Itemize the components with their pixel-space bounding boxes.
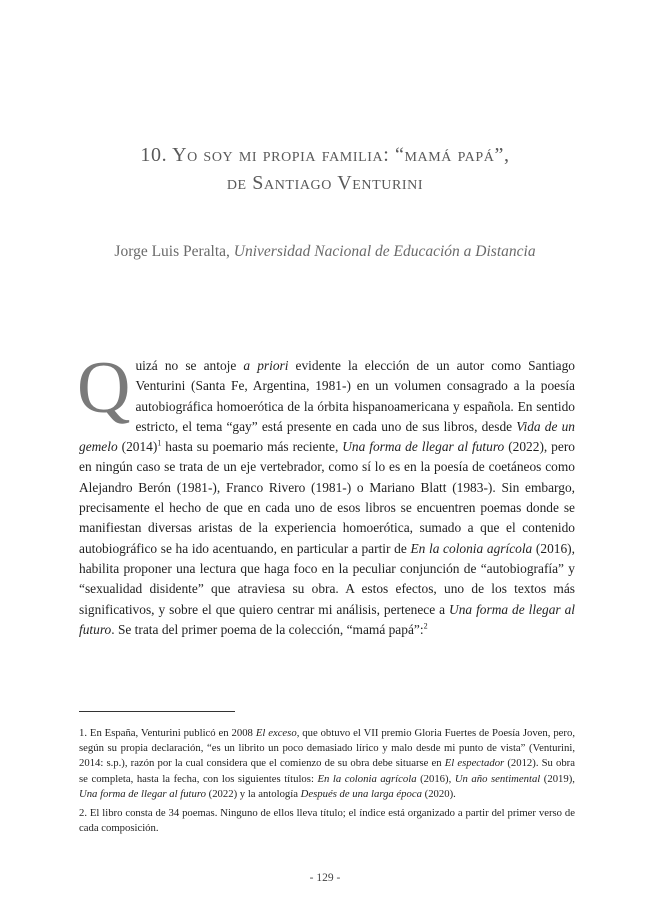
footnote-divider bbox=[79, 711, 235, 712]
drop-cap: Q bbox=[77, 347, 131, 429]
footnote-ref-2[interactable]: 2 bbox=[423, 621, 428, 631]
footnote-2: 2. El libro consta de 34 poemas. Ninguno de ellos lleva título; el índice está organizado a partir del primer verso de cada composición. bbox=[79, 807, 575, 835]
footnotes bbox=[79, 726, 575, 840]
text-run: evidente la elección de un autor como Santiago Venturini (Santa Fe, Argentina, 1981-) en un volumen consagrado a la poesía autobiográfica homoerótica de la órbita hispanoamericana y española. En sentido estricto, el tema “gay” está presente en cada uno de sus libros, desde bbox=[135, 358, 575, 434]
book-title: En la colonia agrícola bbox=[410, 540, 533, 556]
book-title: El espectador bbox=[444, 757, 505, 770]
page-number: - 129 - bbox=[309, 872, 341, 884]
author-affiliation: Universidad Nacional de Educación a Distancia bbox=[233, 243, 536, 260]
chapter-title-line-1: 10. Yo soy mi propia familia: “mamá papá”, bbox=[140, 144, 510, 166]
book-title: Una forma de llegar al futuro bbox=[342, 439, 505, 455]
text-run: hasta su poemario más reciente, bbox=[161, 439, 343, 455]
footnote-1 bbox=[79, 726, 575, 802]
text-run: (2016), bbox=[416, 772, 455, 785]
footnote-ref-1[interactable]: 1 bbox=[157, 438, 162, 448]
book-title: El exceso bbox=[255, 727, 297, 739]
text-run: (2019), bbox=[540, 772, 575, 785]
text-run: . Se trata del primer poema de la colección, “mamá papá”: bbox=[111, 621, 424, 637]
book-title: Un año sentimental bbox=[454, 772, 541, 785]
book-title: Vida de un gemelo bbox=[79, 418, 575, 455]
text-run: (2022) y la antología bbox=[205, 787, 301, 800]
author-byline bbox=[40, 243, 610, 261]
book-title: Una forma de llegar al futuro bbox=[79, 601, 575, 637]
text-run: (2014) bbox=[117, 439, 158, 455]
text-run: 1. En España, Venturini publicó en 2008 bbox=[79, 727, 256, 739]
chapter-title-line-2: de Santiago Venturini bbox=[226, 172, 424, 194]
author-name: Jorge Luis Peralta, bbox=[114, 243, 234, 260]
body-paragraph bbox=[77, 347, 575, 640]
text-run: uizá no se antoje bbox=[135, 358, 244, 373]
book-title: Después de una larga época bbox=[300, 787, 422, 800]
text-run: (2016), habilita proponer una lectura que haga foco en la peculiar conjunción de “autobiografía” y “sexualidad disidente” que atraviesa su obra. A estos efectos, uno de los textos más significativos, y sobre el que quiero centrar mi análisis, pertenece a bbox=[79, 540, 575, 617]
text-run: (2022), pero en ningún caso se trata de un eje vertebrador, como sí lo es en la poesía de coetáneos como Alejandro Berón (1981-), Franco Rivero (1981-) o Mariano Blatt (1983-). Sin embargo, precisamente el hecho de que en cada uno de esos libros se encuentren poemas donde se manifiestan diversas aristas de la experiencia homoerótica, sumado a que el contenido autobiográfico se ha ido acentuando, en particular a partir de bbox=[79, 439, 575, 556]
text-run: (2012). Su obra se completa, hasta la fecha, con los siguientes títulos: bbox=[79, 757, 575, 785]
text-run: (2020). bbox=[421, 787, 456, 800]
text-run: , que obtuvo el VII premio Gloria Fuertes de Poesía Joven, pero, según su propia declaración, “es un librito un poco demasiado lírico y malo desde mi punto de vista” (Venturini, 2014: s.p.), razón por la cual considera que el comienzo de su obra debe situarse en bbox=[79, 727, 575, 770]
italic-phrase: a priori bbox=[243, 358, 289, 373]
chapter-title bbox=[60, 141, 590, 197]
book-title: En la colonia agrícola bbox=[317, 772, 417, 785]
body-text bbox=[77, 347, 575, 640]
book-title: Una forma de llegar al futuro bbox=[79, 787, 206, 800]
